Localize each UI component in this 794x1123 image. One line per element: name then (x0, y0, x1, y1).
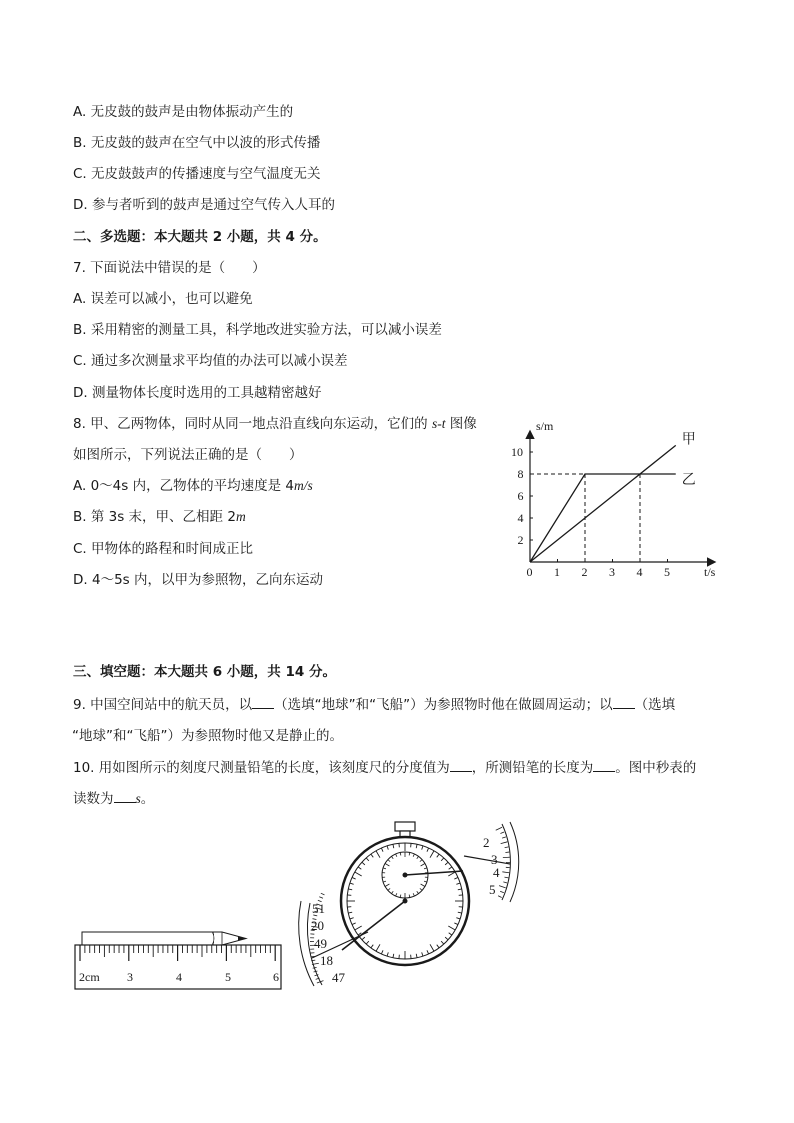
q7-stem: 7. 下面说法中错误的是（ ） (73, 260, 266, 276)
minutes-arc-tick (501, 842, 508, 844)
q9-line1: 9. 中国空间站中的航天员，以 （选填“地球”和“飞船”）为参照物时他在做圆周运动；以 （选填 (73, 697, 676, 713)
minutes-label-5: 5 (489, 882, 496, 897)
q6-option-a: A. 无皮鼓的鼓声是由物体振动产生的 (73, 104, 294, 120)
minutes-label-3: 3 (491, 852, 498, 867)
section-heading-fill-in: 三、填空题：本大题共 6 小题，共 14 分。 (73, 664, 336, 680)
minutes-label-4: 4 (493, 865, 500, 880)
seconds-arc-tick (313, 967, 317, 968)
q8-stem-variable: s-t (431, 416, 446, 431)
q6-option-b: B. 无皮鼓的鼓声在空气中以波的形式传播 (73, 135, 321, 151)
q8-option-b-unit: m (235, 509, 246, 524)
q10-unit: s (135, 791, 141, 806)
q6-option-c: C. 无皮鼓鼓声的传播速度与空气温度无关 (73, 166, 321, 182)
stopwatch-crown (395, 822, 415, 831)
x-axis-label: t/s (704, 565, 716, 579)
q8-option-d: D. 4～5s 内，以甲为参照物，乙向东运动 (73, 572, 323, 588)
seconds-label-51: 51 (312, 901, 325, 916)
minutes-arc-tick (502, 837, 506, 838)
st-graph (500, 410, 730, 585)
minutes-magnified-arc (464, 822, 519, 902)
minutes-arc-tick (504, 877, 508, 878)
ruler-label-4: 4 (176, 970, 182, 984)
q10-answer-blank-1[interactable] (450, 759, 472, 772)
q8-stem: 8. 甲、乙两物体，同时从同一地点沿直线向东运动，它们的 s-t 图像 (73, 416, 477, 432)
ruler-label-2cm: 2cm (79, 970, 100, 984)
y-axis-label: s/m (536, 419, 554, 433)
q7-option-c: C. 通过多次测量求平均值的办法可以减小误差 (73, 353, 348, 369)
ruler-label-6: 6 (273, 970, 279, 984)
q8-option-a-unit: m/s (293, 478, 313, 493)
q10-line1: 10. 用如图所示的刻度尺测量铅笔的长度，该刻度尺的分度值为 ，所测铅笔的长度为 。图中秒表的 (73, 760, 697, 776)
x-tick-label-5: 5 (664, 565, 670, 579)
x-tick-label-2: 2 (581, 565, 588, 579)
y-tick-label-4: 10 (511, 445, 523, 459)
y-tick-label-1: 4 (517, 511, 524, 525)
minutes-arc-tick (503, 882, 507, 883)
q9-line2: “地球”和“飞船”）为参照物时他又是静止的。 (72, 728, 343, 744)
series-line-0 (530, 445, 676, 562)
q6-option-d: D. 参与者听到的鼓声是通过空气传入人耳的 (73, 197, 335, 213)
series-label-1: 乙 (681, 472, 696, 488)
x-tick-label-1: 1 (554, 565, 560, 579)
q8-option-b: B. 第 3s 末，甲、乙相距 2m (73, 509, 246, 525)
seconds-arc-tick (319, 897, 323, 899)
y-tick-label-0: 2 (517, 533, 524, 547)
series-label-0: 甲 (681, 431, 696, 448)
minutes-arc-tick (505, 847, 509, 848)
minutes-arc-tick (498, 896, 502, 898)
seconds-label-18: 18 (320, 953, 333, 968)
q7-option-a: A. 误差可以减小，也可以避免 (73, 291, 253, 307)
seconds-label-20: 20 (311, 918, 324, 933)
x-tick-label-3: 3 (609, 565, 615, 579)
stopwatch-figure (290, 818, 530, 990)
ruler-label-5: 5 (225, 970, 231, 984)
minutes-label-2: 2 (483, 835, 490, 850)
minutes-arc-tick (500, 891, 504, 893)
x-tick-label-0: 0 (526, 565, 533, 579)
seconds-arc-tick (314, 971, 318, 972)
seconds-label-47: 47 (332, 970, 345, 985)
q7-option-d: D. 测量物体长度时选用的工具越精密越好 (73, 385, 322, 401)
y-tick-label-3: 8 (517, 467, 524, 481)
q8-stem-line2: 如图所示，下列说法正确的是（ ） (73, 447, 303, 463)
q9-answer-blank-1[interactable] (252, 696, 274, 709)
q8-option-c: C. 甲物体的路程和时间成正比 (73, 541, 254, 557)
q7-option-b: B. 采用精密的测量工具，科学地改进实验方法，可以减小误差 (73, 322, 442, 338)
x-tick-label-4: 4 (636, 565, 643, 579)
q10-answer-blank-3[interactable] (114, 790, 136, 803)
minutes-arc-tick (496, 827, 502, 830)
section-heading-multiple-choice: 二、多选题：本大题共 2 小题，共 4 分。 (73, 229, 327, 245)
y-tick-label-2: 6 (517, 489, 524, 503)
minutes-arc-tick (502, 872, 509, 873)
series-line-1 (530, 474, 676, 562)
ruler-label-3: 3 (127, 970, 133, 984)
minutes-arc-tick (500, 832, 504, 834)
seconds-label-49: 49 (314, 936, 327, 951)
q9-answer-blank-2[interactable] (613, 696, 635, 709)
ruler-figure (70, 922, 290, 992)
pencil (82, 932, 246, 945)
q10-answer-blank-2[interactable] (593, 759, 615, 772)
seconds-arc-tick (321, 893, 325, 895)
minutes-arc-tick (499, 886, 506, 888)
ruler (75, 945, 281, 989)
q10-line2: 读数为 s。 (73, 791, 155, 807)
q8-option-a: A. 0～4s 内，乙物体的平均速度是 4m/s (73, 478, 313, 494)
